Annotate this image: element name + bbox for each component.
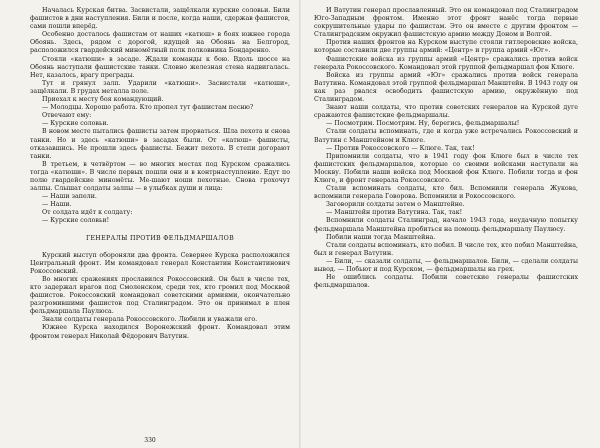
paragraph: И Ватутин генерал прославленный. Это он командовал под Сталинградом Юго-Западным фронтом. Именно этот фронт нанёс тогда первые сокрушительные удары по фашистам. Это он вместе с другим фронтом — Сталинградским окружил фашистскую армию между Доном и Волгой. (314, 7, 578, 39)
paragraph: Приехал к месту боя командующий. (42, 96, 164, 104)
paragraph: Против наших фронтов на Курском выступе стояли гитлеровские войска, которые составили две группы армий: «Центр» и группа армий «Юг». (314, 39, 578, 55)
paragraph: Заговорили солдаты затем о Манштейне. (326, 201, 465, 209)
dialog-line: — Наши запели. (42, 193, 97, 201)
dialog-line: — Курские соловьи. (42, 120, 109, 128)
paragraph: Фашистские войска из группы армий «Центр» сражались против войск генерала Рокоссовского. Командовал этой группой фельдмаршал фон Клюге. (314, 55, 578, 71)
paragraph: Отвечают ему: (42, 112, 92, 120)
dialog-line: — Против Рокоссовского — Клюге. Так, так! (326, 144, 475, 152)
section-heading: ГЕНЕРАЛЫ ПРОТИВ ФЕЛЬДМАРШАЛОВ (85, 234, 235, 242)
dialog-line: — Молодцы. Хорошо работа. Кто пропел тут фашистам песню? (42, 104, 254, 112)
paragraph: Стояли «катюши» в засаде. Ждали команды к бою. Вдоль шоссе на Обоянь наступали фашистские танки. Словно железная стена надвигалась. Нет, казалось, врагу преграды. (30, 55, 290, 79)
paragraph: Стали солдаты вспоминать, где и когда уже встречались Рокоссовский и Ватутин с Манштейном и Клюге. (314, 128, 578, 144)
page-number: 330 (144, 437, 156, 444)
dialog-line: — Курские соловьи! (42, 217, 110, 225)
paragraph: Знали солдаты генерала Рокоссовского. Любили и уважали его. (42, 316, 258, 324)
paragraph: В третьем, в четвёртом — во многих местах под Курском сражались тогда «катюши». В числе первых пошли они и в контрнаступление. Едут по полю гвардейские миномёты. Ме-шают ноши пехотные. Снова грохочут залпы. Слышат солдаты залпы — в улыбках души и лица: (30, 160, 290, 193)
paragraph: Вспомнили солдаты Сталинград, начало 1943 года, неудачную попытку фельдмаршала Манштейна пробиться на помощь фельдмаршалу Паулюсу. (314, 217, 578, 233)
paragraph: Стали солдаты вспоминать, кто побил. В числе тех, кто побил Манштейна, был и генерал Ватутин. (314, 241, 578, 257)
paragraph: Южнее Курска находился Воронежский фронт. Командовал этим фронтом генерал Николай Фёдорович Ватутин. (30, 324, 290, 340)
paragraph: Курский выступ обороняли два фронта. Севернее Курска расположился Центральный фронт. Им командовал генерал Константин Константинович Рокоссовский. (30, 251, 290, 275)
dialog-line: — Наши. (42, 201, 72, 209)
paragraph: Началась Курская битва. Засвистали, защёлкали курские соловьи. Били фашистов в дни наступления. Били и после, когда наши, сдержав фашистов, сами пошли вперёд. (30, 7, 290, 31)
paragraph: Знают наши солдаты, что против советских генералов на Курской дуге сражаются фашистские фельдмаршалы. (314, 104, 578, 120)
paragraph: От солдата идёт к солдату: (42, 209, 133, 217)
right-page-text (314, 7, 578, 290)
paragraph: Войска из группы армий «Юг» сражались против войск генерала Ватутина. Командовал этой группой фельдмаршал Манштейн. В 1943 году он как раз рвался освободить фашистскую армию, окружённую под Сталинградом. (314, 71, 578, 104)
paragraph: Особенно досталось фашистам от наших «катюш» в боях южнее города Обоянь. Здесь, рядом с дорогой, идущей на Обоянь на Белгород, расположился гвардейский миномётный полк полковника Бондаренко. (30, 31, 290, 55)
paragraph: Стали вспоминать солдаты, кто бил. Вспомнили генерала Жукова, вспомнили генерала Говорова. Вспомнили и Рокоссовского. (314, 185, 578, 201)
left-page-text (30, 7, 290, 341)
right-page (300, 0, 600, 448)
paragraph: В новом месте пытались фашисты затем прорваться. Шла пехота и снова танки. Но и здесь «катюши» в засадах были. От «катюш» фашисты, отказавшись. Не прошли здесь фашисты. Бежит пехота. В степи догорают танки. (30, 128, 290, 160)
paragraph: Тут и грянул залп. Ударили «катюши». Засвистали «катюши», защёлкали. В грудах металла поле. (30, 79, 290, 95)
paragraph: Побили наши тогда Манштейна. (326, 233, 436, 241)
paragraph: Во многих сражениях прославился Рокоссовский. Он был в числе тех, кто задержал врагов под Смоленском, среди тех, кто громил под Москвой фашистов. Рокоссовский командовал советскими армиями, окончательно разгромившими фашистов под Сталинградом. Это он принимал в плен фельдмаршала Паулюса. (30, 275, 290, 316)
dialog-line: — Били, — сказали солдаты, — фельдмаршалов. Били, — сделали солдаты вывод. — Побьют и под Курском, — фельдмаршалы на грех. (314, 257, 578, 273)
dialog-line: — Посмотрим. Посмотрим. Ну, берегись, фельдмаршалы! (326, 120, 520, 128)
paragraph: Припомнили солдаты, что в 1941 году фон Клюге был в числе тех фашистских фельдмаршалов, которые со своими войсками наступали на Москву. Побили наши войска под Москвой фон Клюге. Побили тогда и фон Клюге, и фронт генерала Рокоссовского. (314, 152, 578, 184)
paragraph: Не ошиблись солдаты. Побили советские генералы фашистских фельдмаршалов. (314, 274, 578, 290)
dialog-line: — Манштейн против Ватутина. Так, так! (326, 209, 463, 217)
